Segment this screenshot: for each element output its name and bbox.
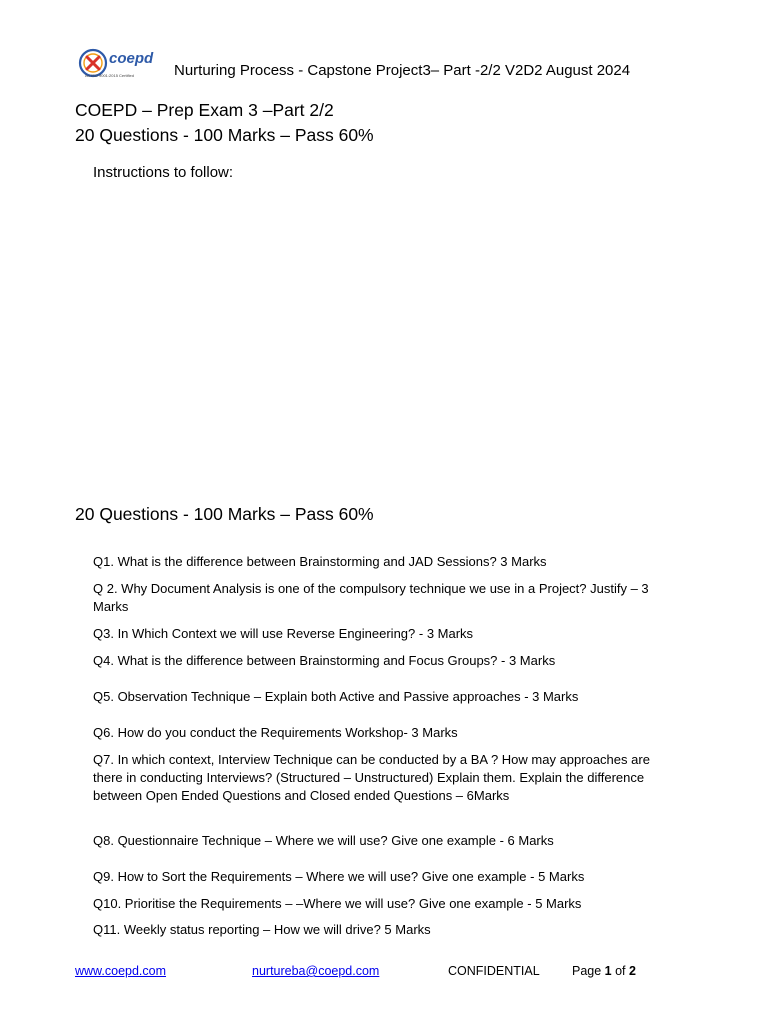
exam-subtitle: 20 Questions - 100 Marks – Pass 60% [75, 125, 374, 145]
page-prefix: Page [572, 964, 605, 978]
page-number [572, 964, 636, 978]
question-item: Q9. How to Sort the Requirements – Where we will use? Give one example - 5 Marks [93, 869, 585, 884]
header-title: Nurturing Process - Capstone Project3– Part -2/2 V2D2 August 2024 [174, 62, 631, 79]
website-link[interactable]: www.coepd.com [75, 964, 167, 978]
footer-website[interactable] [75, 964, 166, 978]
page-current: 1 [604, 964, 612, 978]
confidential-label: CONFIDENTIAL [448, 964, 540, 978]
question-item: Q10. Prioritise the Requirements – –Where we will use? Give one example - 5 Marks [93, 896, 582, 911]
question-item: Q 2. Why Document Analysis is one of the compulsory technique we use in a Project? Justify – 3 Marks [93, 581, 649, 614]
question-item: Q3. In Which Context we will use Reverse Engineering? - 3 Marks [93, 626, 474, 641]
instructions-label: Instructions to follow: [93, 164, 234, 181]
page-total: 2 [629, 964, 636, 978]
question-item: Q1. What is the difference between Brainstorming and JAD Sessions? 3 Marks [93, 554, 547, 569]
question-item: Q6. How do you conduct the Requirements Workshop- 3 Marks [93, 725, 458, 740]
footer-email[interactable] [252, 964, 379, 978]
page-of: of [611, 964, 629, 978]
logo-wordmark: coepd [109, 50, 154, 67]
exam-title: COEPD – Prep Exam 3 –Part 2/2 [75, 100, 334, 120]
question-item: Q5. Observation Technique – Explain both Active and Passive approaches - 3 Marks [93, 689, 579, 704]
question-item: Q11. Weekly status reporting – How we will drive? 5 Marks [93, 922, 431, 937]
logo-tagline: An ISO 9001:2015 Certified [85, 73, 134, 78]
coepd-logo [76, 44, 166, 80]
question-item: Q4. What is the difference between Brainstorming and Focus Groups? - 3 Marks [93, 653, 556, 668]
section-heading: 20 Questions - 100 Marks – Pass 60% [75, 504, 374, 524]
email-link[interactable]: nurtureba@coepd.com [252, 964, 380, 978]
question-item: Q8. Questionnaire Technique – Where we will use? Give one example - 6 Marks [93, 833, 554, 848]
question-item: Q7. In which context, Interview Technique can be conducted by a BA ? How may approaches are there in conducting Interviews? (Structured – Unstructured) Explain them. Explain the difference between Open Ended Questions and Closed ended Questions – 6Marks [93, 752, 650, 803]
